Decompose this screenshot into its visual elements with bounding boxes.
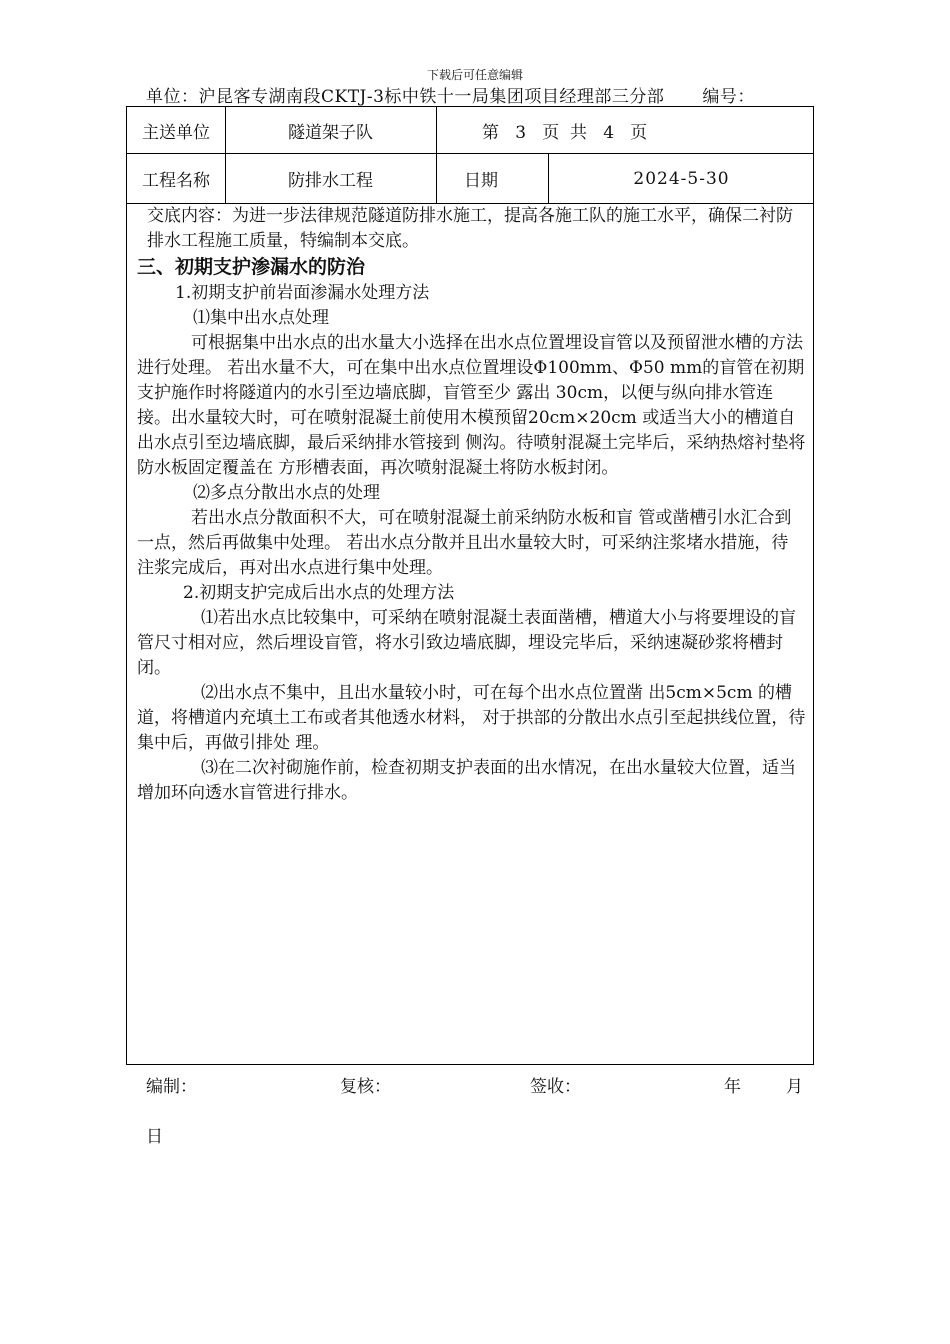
day-label: 日 (146, 1127, 163, 1147)
number-label: 编号： (702, 87, 755, 107)
project-value: 防排水工程 (288, 171, 373, 191)
page-info: 第 3 页 共 4 页 (482, 122, 648, 143)
paragraph-1: 可根据集中出水点的出水量大小选择在出水点位置埋设盲管以及预留泄水槽的方法进行处理。 若出水量不大，可在集中出水点位置埋设Φ100mm、Φ50 mm的盲管在初期支护施作时将隧道内的水引至边墙底脚，盲管至少 露出 30cm，以便与纵向排水管连接。出水量较大时，可在喷射混凝土前使用木模预留20cm×20cm 或适当大小的槽道自出水点引至边墙底脚，最后采纳排水管接到 侧沟。待喷射混凝土完毕后，采纳热熔衬垫将防水板固定覆盖在 方形槽表面，再次喷射混凝土将防水板封闭。 (137, 333, 806, 478)
sender-label: 主送单位 (142, 122, 210, 143)
paragraph-3: ⑴若出水点比较集中，可采纳在喷射混凝土表面凿槽，槽道大小与将要埋设的盲管尺寸相对应，然后埋设盲管，将水引致边墙底脚，埋设完毕后，采纳速凝砂浆将槽封闭。 (137, 608, 796, 678)
subsection-2: 2.初期支护完成后出水点的处理方法 (183, 583, 455, 603)
subsection-1-2: ⑵多点分散出水点的处理 (193, 483, 380, 503)
project-label: 工程名称 (142, 171, 210, 191)
date-value: 2024-5-30 (633, 168, 730, 189)
subsection-1: 1.初期支护前岩面渗漏水处理方法 (175, 283, 430, 303)
header-row-sender (127, 107, 813, 154)
paragraph-5: ⑶在二次衬砌施作前，检查初期支护表面的出水情况，在出水量较大位置，适当增加环向透水盲管进行排水。 (137, 758, 796, 803)
paragraph-2: 若出水点分散面积不大，可在喷射混凝土前采纳防水板和盲 管或凿槽引水汇合到一点，然后再做集中处理。 若出水点分散并且出水量较大时，可采纳注浆堵水措施，待 注浆完成后，再对出水点进行集中处理。 (137, 508, 792, 578)
review-label: 复核： (340, 1077, 391, 1097)
paragraph-4: ⑵出水点不集中，且出水量较小时，可在每个出水点位置凿 出5cm×5cm 的槽道，将槽道内充填土工布或者其他透水材料， 对于拱部的分散出水点引至起拱线位置，待集中后，再做引排处 理。 (137, 683, 806, 753)
intro-paragraph: 交底内容：为进一步法律规范隧道防排水施工，提高各施工队的施工水平，确保二衬防排水工程施工质量，特编制本交底。 (147, 206, 793, 251)
sign-label: 签收： (530, 1077, 581, 1097)
sender-value: 隧道架子队 (288, 122, 373, 143)
unit-name: 单位：沪昆客专湖南段CKTJ-3标中铁十一局集团项目经理部三分部 (146, 87, 665, 107)
section-title: 三、初期支护渗漏水的防治 (137, 256, 366, 278)
month-label: 月 (786, 1077, 803, 1097)
date-label: 日期 (464, 171, 498, 191)
handover-form (126, 106, 814, 1065)
header-row-project (127, 154, 813, 204)
year-label: 年 (724, 1077, 741, 1097)
subsection-1-1: ⑴集中出水点处理 (193, 308, 329, 328)
top-note: 下载后可任意编辑 (426, 68, 523, 82)
compile-label: 编制： (146, 1077, 197, 1097)
unit-line (146, 82, 755, 107)
handover-content (137, 204, 807, 806)
